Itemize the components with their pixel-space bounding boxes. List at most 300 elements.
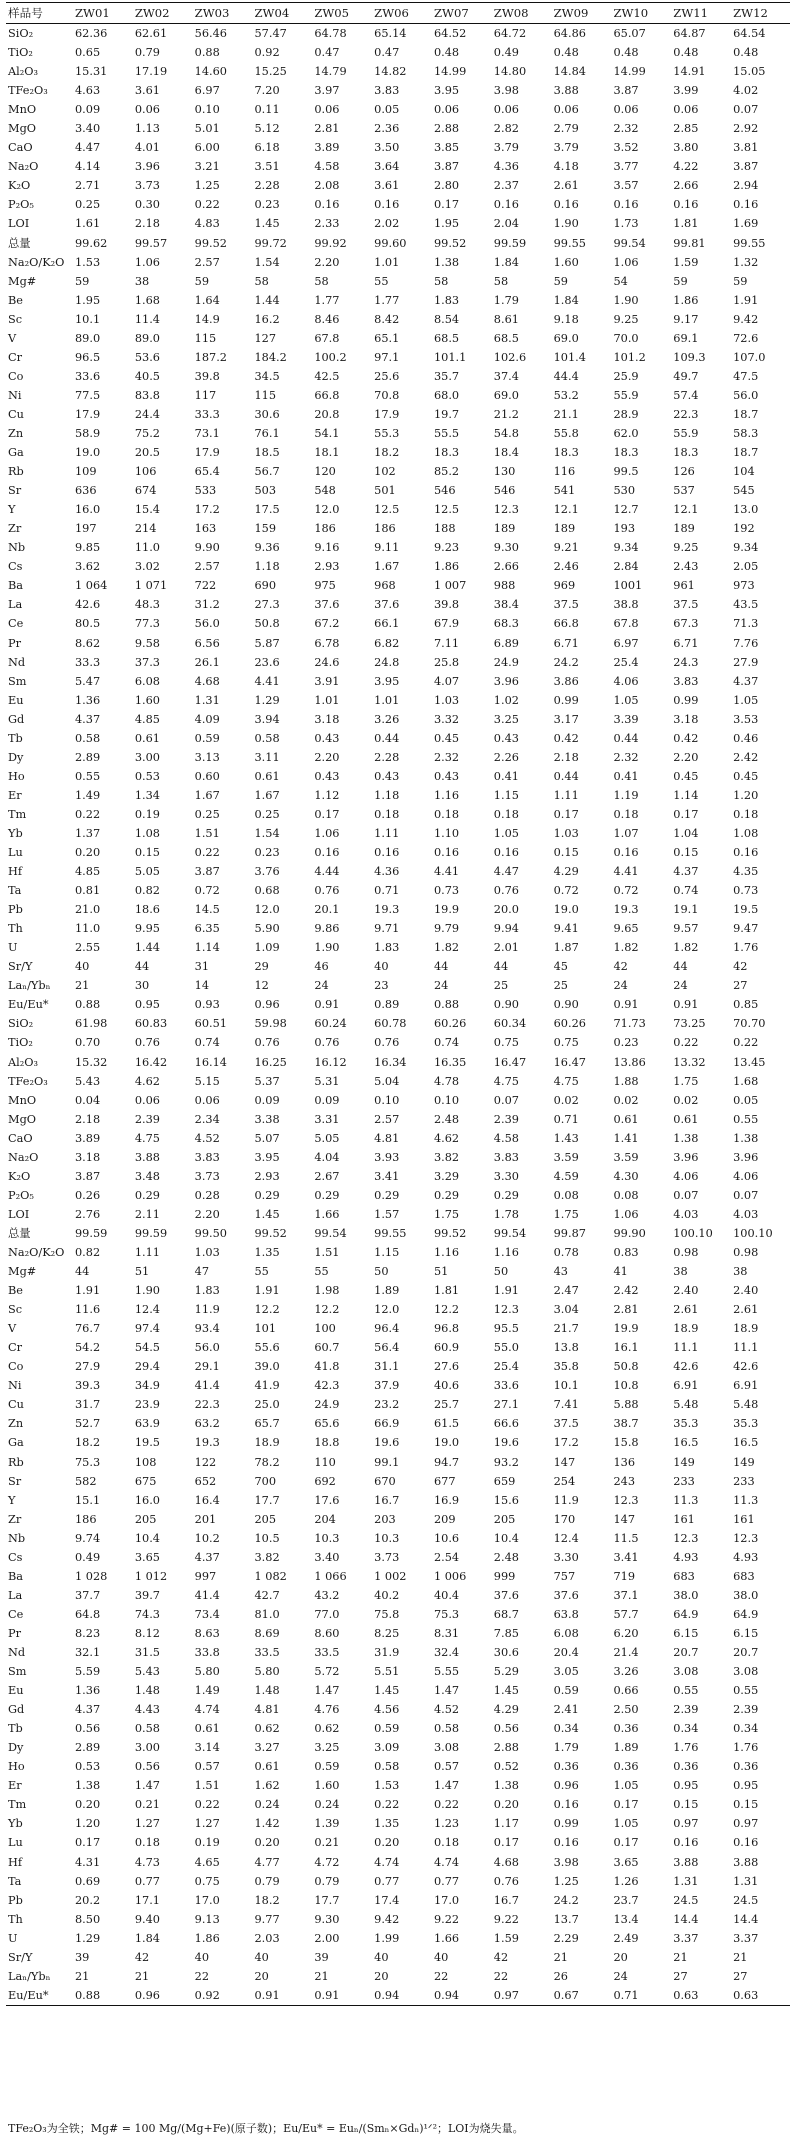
table-cell: 62.36	[75, 27, 108, 40]
table-cell: 56.7	[254, 465, 280, 479]
table-cell: 0.95	[733, 1779, 759, 1793]
table-cell: 1.47	[314, 1684, 340, 1698]
table-cell: 11.3	[673, 1493, 699, 1507]
table-cell: 4.14	[75, 160, 101, 174]
table-cell: 61.5	[433, 1417, 460, 1431]
table-cell: 75.2	[134, 426, 160, 440]
table-cell: 0.29	[433, 1188, 460, 1202]
table-row	[6, 481, 790, 500]
table-cell: 3.18	[75, 1150, 101, 1164]
table-cell: 3.40	[314, 1550, 340, 1564]
table-cell: 42	[613, 960, 628, 974]
table-cell: 0.23	[613, 1036, 639, 1050]
table-row	[6, 1757, 790, 1776]
table-cell: 189	[553, 522, 576, 536]
table-cell: 0.06	[194, 1093, 220, 1107]
table-cell: 2.50	[613, 1703, 639, 1717]
table-cell: 52.7	[75, 1417, 101, 1431]
table-cell: 1.81	[433, 1284, 460, 1298]
table-cell: 0.02	[613, 1093, 639, 1107]
table-row	[6, 1148, 790, 1167]
table-cell: 0.72	[613, 884, 639, 898]
table-cell: 1.68	[733, 1074, 759, 1088]
table-cell: 83.8	[134, 388, 160, 402]
table-cell: 1 064	[75, 579, 108, 593]
table-cell: 50	[493, 1265, 509, 1279]
table-cell: 0.61	[673, 1112, 699, 1126]
table-row	[6, 1110, 790, 1129]
table-cell: 109.3	[673, 350, 706, 364]
table-cell: 7.76	[733, 636, 759, 650]
table-cell: 205	[134, 1512, 157, 1526]
table-cell: 40.5	[134, 369, 160, 383]
row-label: Sm	[8, 674, 27, 688]
table-cell: 9.71	[374, 922, 400, 936]
table-cell: 1 066	[314, 1569, 347, 1583]
table-cell: 3.52	[613, 141, 639, 155]
table-row	[6, 786, 790, 805]
table-cell: 11.9	[194, 1303, 220, 1317]
table-cell: 9.34	[733, 541, 759, 555]
table-cell: 64.52	[433, 27, 467, 40]
row-label: Cu	[8, 1398, 24, 1412]
table-cell: 19.6	[374, 1436, 400, 1450]
table-cell: 1.06	[613, 255, 639, 269]
table-cell: 3.87	[75, 1169, 101, 1183]
table-cell: 2.88	[493, 1741, 519, 1755]
table-cell: 66.8	[553, 617, 579, 631]
table-cell: 0.05	[374, 103, 400, 117]
table-cell: 209	[433, 1512, 456, 1526]
table-cell: 18.2	[254, 1893, 280, 1907]
table-cell: 3.95	[374, 674, 400, 688]
table-cell: 10.3	[314, 1531, 340, 1545]
header-sample-id: ZW05	[311, 3, 371, 24]
row-label: Tb	[8, 731, 23, 745]
table-cell: 4.75	[553, 1074, 579, 1088]
table-cell: 0.96	[553, 1779, 579, 1793]
row-label: SiO₂	[8, 1017, 34, 1031]
table-cell: 2.66	[493, 560, 519, 574]
table-cell: 1.42	[254, 1817, 280, 1831]
table-cell: 4.56	[374, 1703, 400, 1717]
table-cell: 0.59	[374, 1722, 400, 1736]
table-cell: 55	[374, 274, 389, 288]
table-cell: 4.41	[613, 865, 639, 879]
table-cell: 193	[613, 522, 636, 536]
table-cell: 0.82	[75, 1246, 101, 1259]
table-cell: 2.42	[733, 750, 759, 764]
table-cell: 3.13	[194, 750, 220, 764]
table-cell: 99.92	[314, 236, 347, 250]
table-cell: 17.7	[254, 1493, 280, 1507]
table-cell: 17.9	[374, 407, 400, 421]
table-cell: 1.27	[134, 1817, 160, 1831]
table-cell: 3.65	[134, 1550, 160, 1564]
table-cell: 1.64	[194, 293, 220, 307]
table-cell: 19.1	[673, 903, 699, 917]
table-cell: 0.20	[493, 1798, 519, 1812]
table-cell: 9.25	[613, 312, 639, 326]
table-cell: 6.35	[194, 922, 220, 936]
table-cell: 99.1	[374, 1455, 400, 1469]
table-row	[6, 1053, 790, 1072]
table-cell: 0.79	[134, 46, 160, 60]
table-cell: 1.08	[134, 826, 160, 840]
table-cell: 3.00	[134, 750, 160, 764]
table-row	[6, 995, 790, 1014]
table-cell: 16.42	[134, 1055, 168, 1069]
table-cell: 12.5	[433, 503, 460, 517]
table-cell: 2.26	[493, 750, 519, 764]
table-row	[6, 500, 790, 519]
table-cell: 1.15	[493, 788, 519, 802]
table-cell: 6.89	[493, 636, 519, 650]
table-cell: 214	[134, 522, 157, 536]
table-cell: 2.20	[194, 1207, 220, 1221]
table-cell: 17.7	[314, 1893, 340, 1907]
table-cell: 22.3	[673, 407, 699, 421]
row-label: Ho	[8, 769, 25, 783]
table-cell: 56.46	[194, 27, 227, 40]
table-cell: 4.01	[134, 141, 160, 155]
table-cell: 99.55	[553, 236, 586, 250]
table-cell: 73.1	[194, 426, 220, 440]
table-cell: 2.57	[194, 560, 220, 574]
table-cell: 0.15	[673, 1798, 699, 1812]
table-cell: 8.42	[374, 312, 400, 326]
table-cell: 1.45	[254, 1207, 280, 1221]
table-cell: 19.3	[194, 1436, 220, 1450]
table-cell: 44	[493, 960, 509, 974]
table-cell: 201	[194, 1512, 217, 1526]
table-cell: 0.58	[134, 1722, 160, 1736]
table-cell: 189	[673, 522, 695, 536]
row-label: Pb	[8, 903, 23, 917]
table-cell: 0.43	[314, 769, 340, 783]
table-cell: 3.21	[194, 160, 220, 174]
table-cell: 10.5	[254, 1531, 280, 1545]
table-cell: 55	[254, 1265, 269, 1279]
table-cell: 9.23	[433, 541, 460, 555]
table-cell: 1.78	[493, 1207, 519, 1221]
table-cell: 0.18	[374, 807, 400, 821]
table-cell: 6.82	[374, 636, 400, 650]
table-cell: 60.51	[194, 1017, 227, 1031]
table-cell: 4.03	[673, 1207, 699, 1221]
table-row	[6, 1167, 790, 1186]
table-cell: 69.0	[493, 388, 519, 402]
table-cell: 33.5	[254, 1645, 280, 1659]
row-label: Er	[8, 788, 22, 802]
table-cell: 18.7	[733, 446, 759, 460]
table-cell: 20.1	[314, 903, 340, 917]
row-label: Nd	[8, 1645, 26, 1659]
row-label: Mg#	[8, 1265, 37, 1279]
table-cell: 32.1	[75, 1645, 101, 1659]
table-cell: 70.0	[613, 331, 639, 345]
table-cell: 0.77	[374, 1874, 400, 1888]
table-cell: 21	[733, 1950, 748, 1964]
row-label: Mg#	[8, 274, 37, 288]
table-cell: 96.8	[433, 1322, 460, 1336]
table-cell: 8.60	[314, 1626, 340, 1640]
row-label: Sr	[8, 1474, 22, 1488]
table-cell: 43.2	[314, 1588, 340, 1602]
table-cell: 1.41	[613, 1131, 639, 1145]
table-row	[6, 653, 790, 672]
table-cell: 546	[493, 484, 516, 498]
table-cell: 31.9	[374, 1645, 400, 1659]
table-cell: 93.4	[194, 1322, 220, 1336]
row-label: Sc	[8, 312, 23, 326]
table-cell: 63.8	[553, 1607, 579, 1621]
table-cell: 9.13	[194, 1912, 220, 1926]
table-cell: 49.7	[673, 369, 699, 383]
table-cell: 12.2	[433, 1303, 460, 1317]
table-cell: 0.58	[433, 1722, 460, 1736]
table-cell: 1.95	[433, 217, 460, 231]
row-label: Rb	[8, 1455, 24, 1469]
table-cell: 0.21	[134, 1798, 160, 1812]
table-cell: 1.98	[314, 1284, 340, 1298]
table-cell: 50.8	[254, 617, 280, 631]
table-cell: 0.71	[374, 884, 400, 898]
table-cell: 1.16	[433, 788, 460, 802]
table-cell: 1.03	[553, 826, 579, 840]
table-cell: 60.26	[433, 1017, 467, 1031]
table-cell: 1.83	[433, 293, 460, 307]
table-cell: 0.07	[733, 103, 759, 117]
table-cell: 23.6	[254, 655, 280, 669]
table-cell: 5.47	[75, 674, 101, 688]
table-cell: 27.9	[733, 655, 759, 669]
table-cell: 18.4	[493, 446, 519, 460]
row-label: Cs	[8, 560, 23, 574]
table-cell: 99.87	[553, 1226, 586, 1240]
table-cell: 77.0	[314, 1607, 340, 1621]
table-cell: 186	[75, 1512, 97, 1526]
table-cell: 5.88	[613, 1398, 639, 1412]
table-row	[6, 43, 790, 62]
table-cell: 3.02	[134, 560, 160, 574]
table-cell: 73.25	[673, 1017, 706, 1031]
table-cell: 5.87	[254, 636, 280, 650]
table-cell: 5.48	[733, 1398, 759, 1412]
table-cell: 9.74	[75, 1531, 101, 1545]
table-cell: 1.05	[493, 826, 519, 840]
table-cell: 35.3	[673, 1417, 699, 1431]
table-cell: 64.87	[673, 27, 706, 40]
row-label: Zr	[8, 1512, 22, 1526]
table-cell: 27.9	[75, 1360, 101, 1374]
table-cell: 38.0	[673, 1588, 699, 1602]
table-cell: 1.09	[254, 941, 280, 955]
table-cell: 2.61	[733, 1303, 759, 1317]
table-cell: 34.5	[254, 369, 280, 383]
table-cell: 76.1	[254, 426, 280, 440]
row-label: Ni	[8, 1379, 22, 1393]
table-cell: 1 006	[433, 1569, 467, 1583]
table-cell: 9.58	[134, 636, 160, 650]
table-cell: 61.98	[75, 1017, 108, 1031]
table-cell: 1.10	[433, 826, 460, 840]
table-cell: 13.7	[553, 1912, 579, 1926]
table-cell: 0.94	[431, 1986, 491, 2006]
table-cell: 0.99	[673, 693, 699, 707]
table-cell: 0.43	[433, 769, 460, 783]
table-cell: 243	[613, 1474, 636, 1488]
table-cell: 24.5	[733, 1893, 759, 1907]
table-cell: 1.66	[433, 1931, 460, 1945]
table-cell: 0.17	[493, 1836, 519, 1850]
table-cell: 24.9	[314, 1398, 340, 1412]
table-cell: 6.20	[613, 1626, 639, 1640]
table-cell: 186	[314, 522, 336, 536]
table-cell: 0.48	[433, 46, 460, 60]
table-cell: 1.90	[134, 1284, 160, 1298]
table-cell: 75.3	[433, 1607, 460, 1621]
table-cell: 0.76	[134, 1036, 160, 1050]
table-cell: 16.0	[134, 1493, 160, 1507]
table-cell: 0.59	[314, 1760, 340, 1774]
table-cell: 4.62	[134, 1074, 160, 1088]
table-cell: 4.63	[75, 84, 101, 98]
table-cell: 0.16	[613, 846, 639, 860]
table-cell: 136	[613, 1455, 636, 1469]
table-cell: 17.1	[134, 1893, 160, 1907]
table-row	[6, 1833, 790, 1852]
table-cell: 59	[553, 274, 568, 288]
table-cell: 0.29	[314, 1188, 340, 1202]
table-cell: 503	[254, 484, 277, 498]
table-cell: 1.89	[613, 1741, 639, 1755]
table-cell: 0.62	[314, 1722, 340, 1736]
table-cell: 23	[374, 979, 389, 993]
table-cell: 0.23	[254, 198, 280, 212]
table-cell: 6.97	[194, 84, 220, 98]
table-cell: 99.54	[613, 236, 646, 250]
table-cell: 3.57	[613, 179, 639, 193]
table-cell: 17.9	[75, 407, 101, 421]
table-cell: 5.80	[254, 1665, 280, 1679]
table-cell: 6.15	[673, 1626, 699, 1640]
table-cell: 6.91	[673, 1379, 699, 1393]
table-cell: 2.93	[254, 1169, 280, 1183]
table-cell: 28.9	[613, 407, 639, 421]
table-row	[6, 710, 790, 729]
table-cell: 3.50	[374, 141, 400, 155]
table-cell: 58	[433, 274, 449, 288]
table-row	[6, 1586, 790, 1605]
table-cell: 0.20	[254, 1836, 280, 1850]
table-cell: 0.26	[75, 1188, 101, 1202]
table-cell: 149	[673, 1455, 695, 1469]
table-cell: 0.16	[733, 1836, 759, 1850]
table-cell: 0.99	[553, 693, 579, 707]
table-cell: 99.50	[194, 1226, 227, 1240]
table-cell: 0.79	[254, 1874, 280, 1888]
table-cell: 3.64	[374, 160, 400, 174]
table-cell: 127	[254, 331, 277, 345]
table-cell: 0.21	[314, 1836, 340, 1850]
table-cell: 3.48	[134, 1169, 160, 1183]
table-cell: 18.3	[553, 446, 579, 460]
table-cell: 0.45	[433, 731, 460, 745]
table-cell: 1.01	[374, 255, 400, 269]
table-cell: 33.3	[194, 407, 220, 421]
table-cell: 1.13	[134, 122, 160, 136]
table-row	[6, 1872, 790, 1891]
table-cell: 19.6	[493, 1436, 519, 1450]
table-cell: 2.71	[75, 179, 101, 193]
table-cell: 0.76	[374, 1036, 400, 1050]
table-cell: 1 012	[134, 1569, 168, 1583]
table-cell: 1.14	[194, 941, 220, 955]
table-cell: 20.5	[134, 446, 160, 460]
table-cell: 18.2	[75, 1436, 101, 1450]
row-label: MgO	[8, 1112, 37, 1126]
table-cell: 0.22	[733, 1036, 759, 1050]
row-label: Laₙ/Ybₙ	[8, 1969, 51, 1983]
row-label: Lu	[8, 1836, 23, 1850]
table-cell: 1.84	[134, 1931, 160, 1945]
table-cell: 46	[314, 960, 329, 974]
table-cell: 5.90	[254, 922, 280, 936]
table-cell: 0.73	[433, 884, 460, 898]
table-cell: 4.37	[75, 712, 101, 726]
table-cell: 2.32	[613, 122, 639, 136]
table-cell: 3.82	[254, 1550, 280, 1564]
table-cell: 6.08	[134, 674, 160, 688]
table-cell: 4.29	[493, 1703, 519, 1717]
table-cell: 4.47	[493, 865, 519, 879]
table-cell: 96.5	[75, 350, 101, 364]
table-row	[6, 1910, 790, 1929]
table-cell: 3.31	[314, 1112, 340, 1126]
table-cell: 1.68	[134, 293, 160, 307]
table-cell: 2.57	[194, 255, 220, 269]
table-cell: 9.30	[314, 1912, 340, 1926]
table-cell: 1.75	[433, 1207, 460, 1221]
table-cell: 55.8	[553, 426, 579, 440]
table-cell: 6.71	[553, 636, 579, 650]
table-cell: 0.04	[75, 1093, 101, 1107]
table-cell: 29	[254, 960, 269, 974]
table-row	[6, 1548, 790, 1567]
table-cell: 3.88	[553, 84, 579, 98]
table-cell: 1.11	[134, 1246, 160, 1259]
table-cell: 6.00	[194, 141, 220, 155]
table-cell: 2.88	[433, 122, 460, 136]
table-cell: 9.34	[613, 541, 639, 555]
table-cell: 1.08	[733, 826, 759, 840]
table-cell: 55.6	[254, 1341, 280, 1355]
table-cell: 18.9	[254, 1436, 280, 1450]
table-cell: 692	[314, 1474, 336, 1488]
table-cell: 204	[314, 1512, 336, 1526]
table-cell: 9.40	[134, 1912, 160, 1926]
table-cell: 44	[673, 960, 688, 974]
row-label: Na₂O	[8, 160, 39, 174]
table-cell: 1.82	[433, 941, 460, 955]
table-row	[6, 1281, 790, 1300]
table-cell: 43.5	[733, 598, 759, 612]
table-cell: 65.1	[374, 331, 400, 345]
table-cell: 1.03	[194, 1246, 220, 1259]
row-label: Sr/Y	[8, 1950, 33, 1964]
table-cell: 973	[733, 579, 755, 593]
